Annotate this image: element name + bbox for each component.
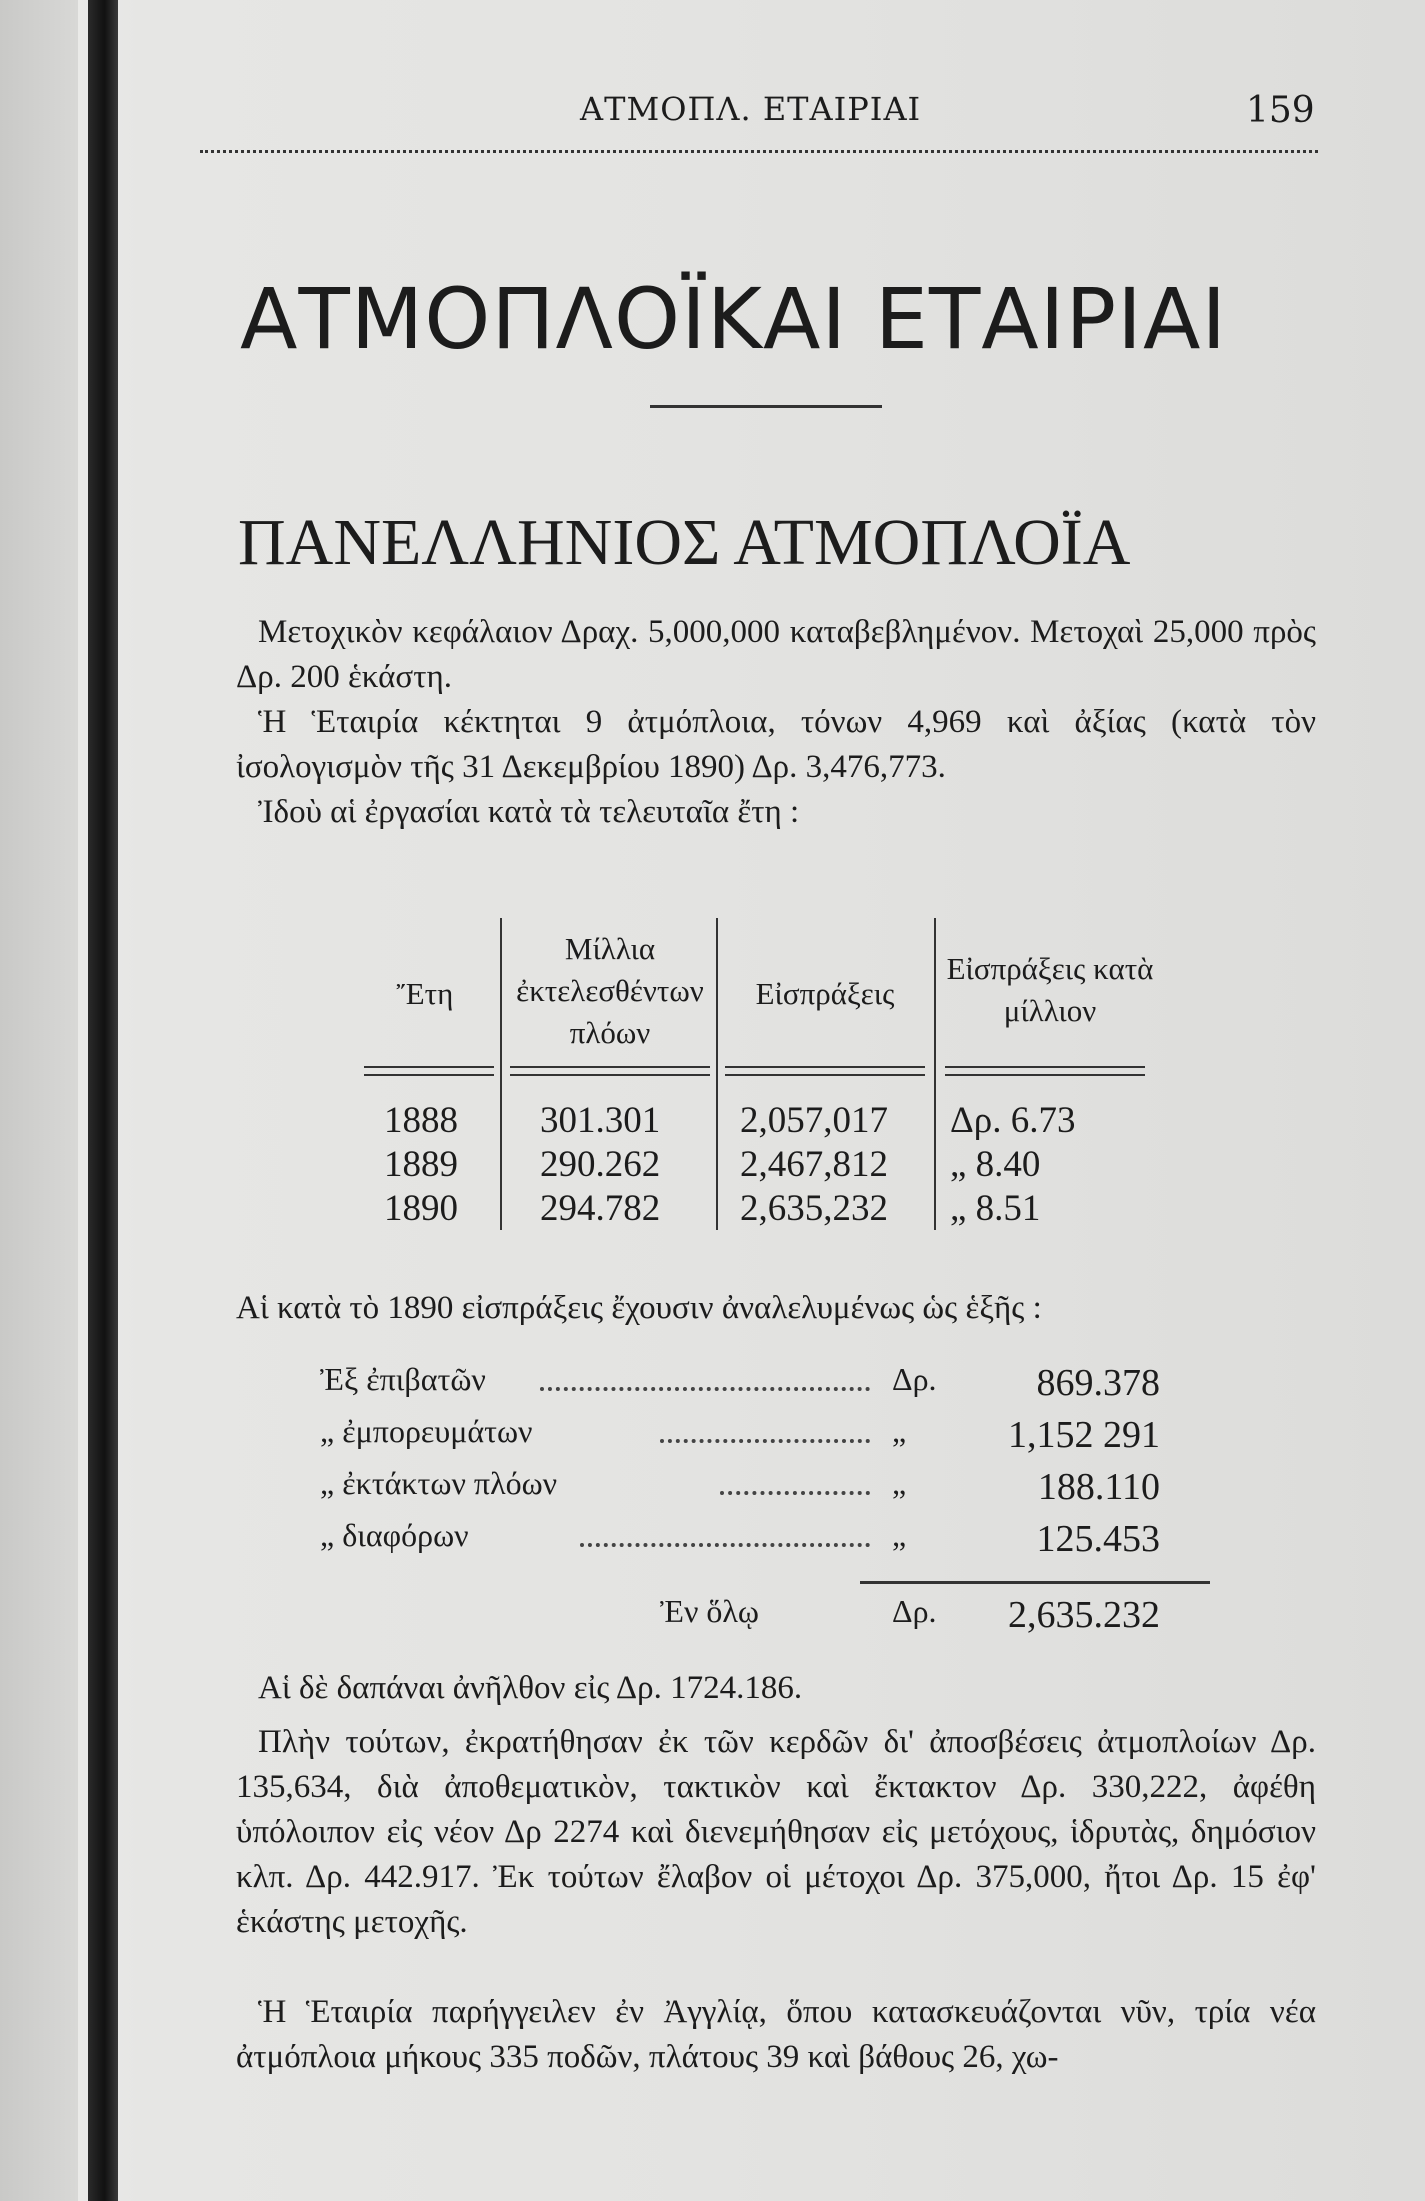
breakdown-row <box>320 1465 1220 1515</box>
cell-year: 1890 <box>384 1188 458 1229</box>
breakdown-amount: 1,152 291 <box>1008 1414 1160 1456</box>
table-column-divider <box>934 918 936 1230</box>
section-title: ΑΤΜΟΠΛΟΪΚΑΙ ΕΤΑΙΡΙΑΙ <box>240 270 1228 368</box>
breakdown-row <box>320 1517 1220 1567</box>
breakdown-currency: „ <box>892 1413 907 1449</box>
page-number: 159 <box>1246 90 1315 131</box>
facing-page-edge <box>0 0 78 2201</box>
new-ships-paragraph: Ἡ Ἑταιρία παρήγγειλεν ἐν Ἀγγλίᾳ, ὅπου κατασκευάζονται νῦν, τρία νέα ἀτμόπλοια μήκους 335 ποδῶν, πλάτους 39 καὶ βάθους 26, χω- <box>236 1994 1316 2075</box>
total-currency: Δρ. <box>892 1593 937 1629</box>
cell-receipts: 2,635,232 <box>740 1188 888 1229</box>
capital-paragraph: Μετοχικὸν κεφάλαιον Δραχ. 5,000,000 καταβεβλημένον. Μετοχαὶ 25,000 πρὸς Δρ. 200 ἑκάστη. <box>236 614 1316 695</box>
header-rule <box>725 1066 925 1076</box>
breakdown-label: „ ἐμπορευμάτων <box>320 1413 533 1449</box>
cell-receipts: 2,057,017 <box>740 1100 888 1141</box>
fleet-paragraph: Ἡ Ἑταιρία κέκτηται 9 ἀτμόπλοια, τόνων 4,969 καὶ ἀξίας (κατὰ τὸν ἰσολογισμὸν τῆς 31 Δεκεμβρίου 1890) Δρ. 3,476,773. <box>236 704 1316 785</box>
total-rule <box>860 1581 1210 1584</box>
cell-miles: 294.782 <box>540 1188 661 1229</box>
breakdown-label: „ διαφόρων <box>320 1517 469 1553</box>
company-heading: ΠΑΝΕΛΛΗΝΙΟΣ ΑΤΜΟΠΛΟΪΑ <box>238 506 1131 579</box>
breakdown-amount: 188.110 <box>1037 1466 1160 1508</box>
cell-year: 1889 <box>384 1144 458 1185</box>
cell-per-mile: Δρ. 6.73 <box>950 1100 1076 1141</box>
table-column-divider <box>500 918 502 1230</box>
breakdown-amount: 125.453 <box>1036 1518 1160 1560</box>
header-rule <box>945 1066 1145 1076</box>
breakdown-currency: „ <box>892 1517 907 1553</box>
breakdown-row <box>320 1413 1220 1463</box>
cell-per-mile: „ 8.40 <box>950 1144 1041 1185</box>
leader-dots <box>660 1439 870 1443</box>
cell-miles: 301.301 <box>540 1100 661 1141</box>
breakdown-label: Ἐξ ἐπιβατῶν <box>320 1361 486 1397</box>
breakdown-row <box>320 1361 1220 1411</box>
title-rule <box>650 405 882 408</box>
leader-dots <box>580 1543 870 1547</box>
leader-dots <box>720 1491 870 1495</box>
expenses-paragraph: Αἱ δὲ δαπάναι ἀνῆλθον εἰς Δρ. 1724.186. <box>258 1670 803 1706</box>
total-label: Ἐν ὅλῳ <box>660 1593 759 1629</box>
cell-receipts: 2,467,812 <box>740 1144 888 1185</box>
running-head: ΑΤΜΟΠΛ. ΕΤΑΙΡΙΑΙ <box>580 90 922 128</box>
total-amount: 2,635.232 <box>1008 1594 1160 1636</box>
operations-intro: Ἰδοὺ αἱ ἐργασίαι κατὰ τὰ τελευταῖα ἔτη : <box>258 794 800 830</box>
header-miles: Μίλλια ἐκτελεσθέντων πλόων <box>516 931 704 1050</box>
breakdown-amount: 869.378 <box>1036 1362 1160 1404</box>
profits-paragraph: Πλὴν τούτων, ἐκρατήθησαν ἐκ τῶν κερδῶν δι' ἀποσβέσεις ἀτμοπλοίων Δρ. 135,634, διὰ ἀποθεματικὸν, τακτικὸν καὶ ἔκτακτον Δρ. 330,222, ἀφέθη ὑπόλοιπον εἰς νέον Δρ 2274 καὶ διενεμήθησαν εἰς μετόχους, ἱδρυτὰς, δημόσιον κλπ. Δρ. 442.917. Ἐκ τούτων ἔλαβον οἱ μέτοχοι Δρ. 375,000, ἤτοι Δρ. 15 ἐφ' ἑκάστης μετοχῆς. <box>236 1724 1316 1940</box>
header-rule <box>200 150 1318 153</box>
breakdown-label: „ ἐκτάκτων πλόων <box>320 1465 558 1501</box>
header-rule <box>364 1066 494 1076</box>
breakdown-intro: Αἱ κατὰ τὸ 1890 εἰσπράξεις ἔχουσιν ἀναλελυμένως ὡς ἑξῆς : <box>236 1290 1042 1326</box>
header-years: Ἔτη <box>396 976 454 1011</box>
header-receipts: Εἰσπράξεις <box>755 976 895 1011</box>
cell-miles: 290.262 <box>540 1144 661 1185</box>
cell-year: 1888 <box>384 1100 458 1141</box>
book-spine-shadow <box>88 0 118 2201</box>
breakdown-currency: „ <box>892 1465 907 1501</box>
header-per-mile: Εἰσπράξεις κατὰ μίλλιον <box>946 951 1154 1028</box>
header-rule <box>510 1066 710 1076</box>
total-row <box>320 1593 1220 1643</box>
leader-dots <box>540 1387 870 1391</box>
table-column-divider <box>716 918 718 1230</box>
cell-per-mile: „ 8.51 <box>950 1188 1041 1229</box>
breakdown-currency: Δρ. <box>892 1361 937 1397</box>
